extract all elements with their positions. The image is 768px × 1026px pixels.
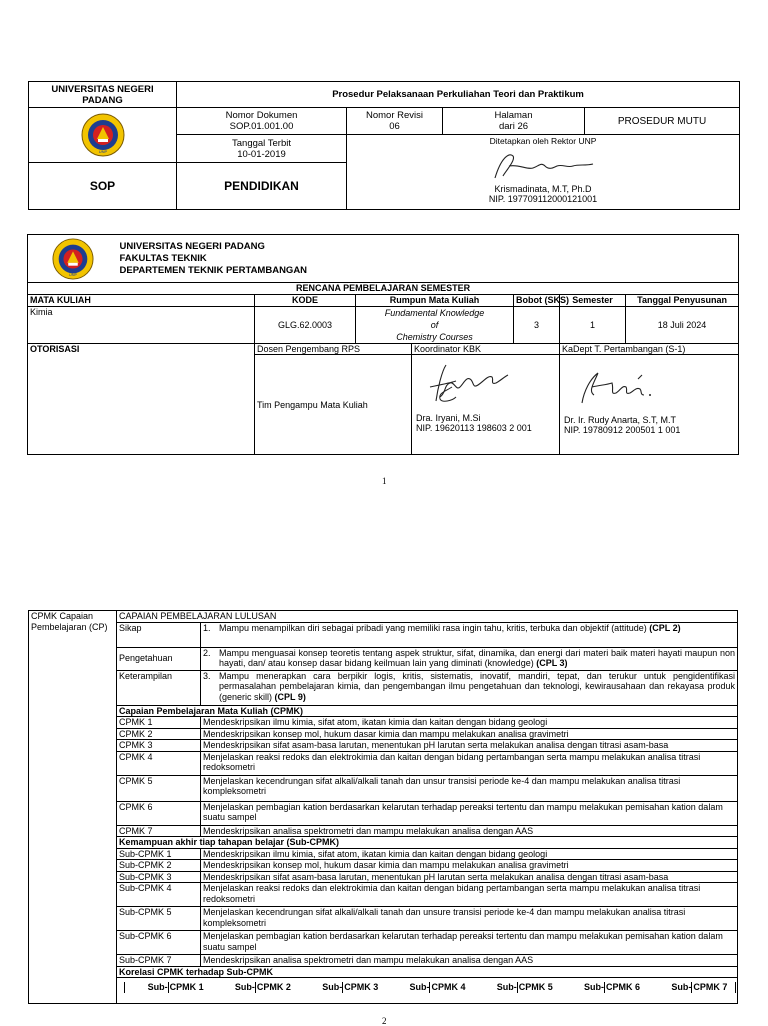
correlation-col: CPMK 4 bbox=[430, 982, 474, 993]
cpl-text: Mampu menampilkan diri sebagai pribadi yang memiliki rasa ingin tahu, kritis, terbuka dan objektif (attitude) bbox=[219, 622, 647, 633]
sub-cpmk-code: Sub-CPMK 2 bbox=[119, 860, 172, 870]
cpl-category: Pengetahuan bbox=[119, 653, 173, 664]
revision-value: 06 bbox=[389, 121, 400, 132]
issue-date-cell bbox=[177, 135, 347, 163]
sub-cpmk-header-cell bbox=[117, 837, 738, 849]
svg-text:UNP: UNP bbox=[68, 272, 77, 277]
revision-cell bbox=[347, 108, 443, 135]
developer-cell bbox=[255, 355, 412, 455]
procedure-title-cell bbox=[177, 82, 740, 108]
sub-cpmk-text: Mendeskripsikan ilmu kimia, sifat atom, ikatan kimia dan kaitan dengan bidang geologi bbox=[203, 848, 548, 859]
sub-cpmk-code: Sub-CPMK 3 bbox=[119, 871, 172, 882]
issue-date-label: Tanggal Terbit bbox=[232, 137, 291, 149]
cpmk-code: CPMK 6 bbox=[119, 801, 153, 812]
division-label: PENDIDIKAN bbox=[224, 179, 299, 193]
cpl-tag: (CPL 2) bbox=[649, 622, 681, 633]
sub-cpmk-text: Mendeskripsikan konsep mol, hukum dasar kimia dan mampu melakukan analisa gravimetri bbox=[203, 860, 569, 870]
sub-cpmk-text: Mendeskripsikan sifat asam-basa larutan, menentukan pH larutan serta melakukan analisa dengan titrasi asam-basa bbox=[203, 871, 669, 882]
col-date-label: Tanggal Penyusunan bbox=[637, 295, 727, 305]
sub-cpmk-text: Menjelaskan kecendrungan sifat alkali/alkali tanah dan unsure transisi periode ke-4 dan mampu melakukan analisa titrasi kompleksometri bbox=[203, 907, 686, 928]
page-number-1: 1 bbox=[382, 476, 387, 486]
developer-label: Dosen Pengembang RPS bbox=[257, 344, 361, 354]
sub-cpmk-code-cell bbox=[117, 883, 201, 907]
cpl-num: 2. bbox=[203, 647, 211, 658]
cpmk-code: CPMK 4 bbox=[119, 751, 153, 762]
sop-header-table bbox=[28, 81, 740, 210]
cpmk-code-cell bbox=[117, 740, 201, 752]
coordinator-cell bbox=[412, 355, 560, 455]
col-weight-label: Bobot (SKS) bbox=[516, 295, 569, 305]
cpmk-code-cell bbox=[117, 717, 201, 729]
doc-number-cell bbox=[177, 108, 347, 135]
cpmk-text-cell bbox=[201, 775, 738, 801]
cpmk-header-cell bbox=[117, 705, 738, 717]
cpmk-side-label-cell bbox=[29, 611, 117, 1004]
sub-cpmk-text: Mendeskripsikan analisa spektrometri dan mampu melakukan analisa dengan AAS bbox=[203, 955, 534, 965]
sop-label: SOP bbox=[89, 179, 116, 193]
sub-cpmk-code-cell bbox=[117, 955, 201, 967]
cpmk-text-cell bbox=[201, 825, 738, 837]
cpl-tag: (CPL 3) bbox=[536, 658, 568, 668]
university-name-cell bbox=[29, 82, 177, 108]
quality-label: PROSEDUR MUTU bbox=[617, 115, 707, 127]
cpmk-text: Mendeskripsikan ilmu kimia, sifat atom, ikatan kimia dan kaitan dengan bidang geologi bbox=[203, 717, 548, 727]
unp-logo-icon bbox=[81, 113, 125, 157]
sub-cpmk-code-cell bbox=[117, 931, 201, 955]
correlation-col-prefix: Sub- bbox=[125, 982, 169, 993]
cpl-text: Mampu menerapkan cara berpikir logis, kritis, sistematis, inovatif, mandiri, tepat, dan terukur untuk pengidentifikasi permasalahan pembelajaran kimia, dan pengembangan ilmu pengetahuan dan teknologi, kewirausahaan dan rekayasa produk (generic skill) bbox=[219, 670, 736, 702]
correlation-col: CPMK 2 bbox=[255, 982, 299, 993]
col-date-header bbox=[626, 295, 739, 307]
cpmk-code: CPMK 2 bbox=[119, 728, 153, 739]
division-cell bbox=[177, 163, 347, 210]
head-signature-icon bbox=[564, 361, 664, 409]
course-semester: 1 bbox=[589, 320, 595, 330]
sub-cpmk-code: Sub-CPMK 6 bbox=[119, 931, 172, 941]
cpl-item bbox=[201, 647, 738, 670]
correlation-grid bbox=[124, 982, 736, 993]
cpl-category-cell bbox=[117, 647, 201, 670]
developer-header bbox=[255, 344, 412, 355]
cpmk-text-cell bbox=[201, 728, 738, 740]
correlation-col: CPMK 6 bbox=[605, 982, 649, 993]
col-course-label: MATA KULIAH bbox=[30, 295, 91, 305]
revision-label: Nomor Revisi bbox=[365, 110, 423, 121]
quality-cell bbox=[585, 108, 740, 135]
developer-name: Tim Pengampu Mata Kuliah bbox=[257, 399, 368, 410]
course-name: Kimia bbox=[30, 307, 53, 317]
cpl-num: 1. bbox=[203, 622, 211, 633]
col-semester-header bbox=[560, 295, 626, 307]
cpmk-code: CPMK 5 bbox=[119, 775, 153, 786]
course-group-line3: Chemistry Courses bbox=[396, 332, 473, 342]
cpl-text: Mampu menguasai konsep teoretis tentang aspek struktur, sifat, dinamika, dan energi dari materi baik materi hayati maupun non hayati, dan/ atau konsep dasar bidang keilmuan lain yang diminati (knowledge) bbox=[219, 647, 736, 668]
sub-cpmk-text-cell bbox=[201, 907, 738, 931]
rps-title: RENCANA PEMBELAJARAN SEMESTER bbox=[295, 283, 471, 293]
cpmk-text-cell bbox=[201, 717, 738, 729]
cpmk-text: Mendeskripsikan konsep mol, hukum dasar kimia dan mampu melakukan analisa gravimetri bbox=[203, 728, 569, 739]
cpl-item bbox=[201, 670, 738, 705]
sub-cpmk-code-cell bbox=[117, 848, 201, 860]
sub-cpmk-code-cell bbox=[117, 860, 201, 872]
col-group-header bbox=[356, 295, 514, 307]
sub-cpmk-text-cell bbox=[201, 848, 738, 860]
head-label: KaDept T. Pertambangan (S-1) bbox=[562, 344, 686, 354]
coordinator-signature-icon bbox=[416, 357, 516, 407]
course-date-cell bbox=[626, 307, 739, 344]
cpmk-text-cell bbox=[201, 751, 738, 775]
signer-nip: NIP. 197709112000121001 bbox=[488, 194, 598, 204]
sub-cpmk-code: Sub-CPMK 1 bbox=[119, 848, 172, 859]
cpl-header: CAPAIAN PEMBELAJARAN LULUSAN bbox=[119, 611, 277, 621]
sub-cpmk-header: Kemampuan akhir tiap tahapan belajar (Sub-CPMK) bbox=[119, 837, 340, 847]
page-number-2: 2 bbox=[382, 1016, 387, 1026]
cpl-item bbox=[201, 622, 738, 647]
doc-number-value: SOP.01.001.00 bbox=[229, 121, 294, 132]
sub-cpmk-text: Menjelaskan reaksi redoks dan elektrokimia dan kaitan dengan bidang pertambangan serta mampu melakukan analisa titrasi redoksometri bbox=[203, 883, 701, 904]
sub-cpmk-code: Sub-CPMK 4 bbox=[119, 883, 172, 893]
cpl-category: Keterampilan bbox=[119, 670, 173, 681]
cpmk-header: Capaian Pembelajaran Mata Kuliah (CPMK) bbox=[119, 705, 304, 716]
correlation-col: CPMK 1 bbox=[168, 982, 212, 993]
sub-cpmk-text-cell bbox=[201, 871, 738, 883]
head-nip: NIP. 19780912 200501 1 001 bbox=[564, 425, 681, 435]
cpl-category-cell bbox=[117, 622, 201, 647]
rps-title-cell bbox=[28, 283, 739, 295]
unp-logo-cell bbox=[29, 108, 177, 163]
cpl-num: 3. bbox=[203, 670, 211, 681]
cpmk-code-cell bbox=[117, 825, 201, 837]
correlation-col: CPMK 3 bbox=[343, 982, 387, 993]
course-name-cell bbox=[28, 307, 255, 344]
cpmk-text: Mendeskripsikan analisa spektrometri dan mampu melakukan analisa dengan AAS bbox=[203, 825, 534, 836]
course-group-line1: Fundamental Knowledge bbox=[384, 308, 485, 318]
cpmk-text: Menjelaskan kecendrungan sifat alkali/alkali tanah dan unsur transisi periode ke-4 dan mampu melakukan analisa titrasi kompleksometri bbox=[203, 775, 681, 796]
sub-cpmk-text-cell bbox=[201, 955, 738, 967]
head-name: Dr. Ir. Rudy Anarta, S.T, M.T bbox=[564, 415, 677, 425]
correlation-col-prefix: Sub- bbox=[409, 982, 430, 992]
head-cell bbox=[560, 355, 739, 455]
correlation-header: Korelasi CPMK terhadap Sub-CPMK bbox=[119, 966, 274, 977]
rps-table bbox=[27, 234, 739, 455]
sub-cpmk-code-cell bbox=[117, 907, 201, 931]
course-code-cell bbox=[255, 307, 356, 344]
cpl-tag: (CPL 9) bbox=[274, 691, 306, 702]
cpmk-code-cell bbox=[117, 728, 201, 740]
auth-label-cell bbox=[28, 344, 255, 455]
course-semester-cell bbox=[560, 307, 626, 344]
cpmk-text: Menjelaskan pembagian kation berdasarkan kelarutan terhadap pereaksi tertentu dan mampu melakukan pemisahan kation dalam suatu sampel bbox=[203, 801, 723, 822]
cpmk-code-cell bbox=[117, 751, 201, 775]
cpmk-text-cell bbox=[201, 801, 738, 825]
cpl-category-cell bbox=[117, 670, 201, 705]
correlation-col-prefix: Sub- bbox=[322, 982, 343, 992]
rps-faculty: FAKULTAS TEKNIK bbox=[119, 252, 207, 264]
page-count-cell bbox=[443, 108, 585, 135]
svg-text:UNP: UNP bbox=[98, 149, 107, 154]
unp-logo-icon bbox=[52, 238, 94, 280]
correlation-col-prefix: Sub- bbox=[496, 982, 517, 992]
cpmk-code-cell bbox=[117, 801, 201, 825]
sub-cpmk-text-cell bbox=[201, 860, 738, 872]
cpmk-code: CPMK 7 bbox=[119, 825, 153, 836]
correlation-col-prefix: Sub- bbox=[584, 982, 605, 992]
sub-cpmk-code-cell bbox=[117, 871, 201, 883]
course-code: GLG.62.0003 bbox=[277, 320, 333, 330]
cpl-header-cell bbox=[117, 611, 738, 623]
cpmk-text-cell bbox=[201, 740, 738, 752]
course-group-cell bbox=[356, 307, 514, 344]
sub-cpmk-text: Menjelaskan pembagian kation berdasarkan kelarutan terhadap pereaksi tertentu dan mampu melakukan pemisahan kation dalam suatu sampel bbox=[203, 931, 723, 952]
course-group-line2: of bbox=[430, 320, 439, 330]
correlation-col-prefix: Sub- bbox=[671, 982, 692, 992]
rps-university: UNIVERSITAS NEGERI PADANG bbox=[119, 240, 265, 252]
col-semester-label: Semester bbox=[572, 295, 613, 305]
coordinator-label: Koordinator KBK bbox=[414, 344, 482, 354]
correlation-grid-cell bbox=[117, 978, 738, 1004]
auth-label: OTORISASI bbox=[30, 344, 80, 354]
cpmk-side-label: CPMK Capaian Pembelajaran (CP) bbox=[31, 611, 108, 632]
sop-label-cell bbox=[29, 163, 177, 210]
rps-department: DEPARTEMEN TEKNIK PERTAMBANGAN bbox=[119, 264, 308, 276]
correlation-header-cell bbox=[117, 966, 738, 978]
col-course-header bbox=[28, 295, 255, 307]
page-value: dari 26 bbox=[498, 121, 529, 132]
cpmk-code: CPMK 1 bbox=[119, 717, 153, 727]
course-date: 18 Juli 2024 bbox=[657, 320, 707, 330]
signer-name: Krismadinata, M.T, Ph.D bbox=[494, 184, 592, 194]
rps-logo-cell bbox=[28, 235, 118, 283]
cpmk-text: Menjelaskan reaksi redoks dan elektrokimia dan kaitan dengan bidang pertambangan serta mampu melakukan analisa titrasi redoksometri bbox=[203, 751, 701, 772]
correlation-col: CPMK 5 bbox=[517, 982, 561, 993]
doc-number-label: Nomor Dokumen bbox=[225, 110, 298, 121]
course-weight-cell bbox=[514, 307, 560, 344]
col-code-label: KODE bbox=[291, 295, 318, 305]
page-label: Halaman bbox=[494, 110, 533, 121]
coordinator-header bbox=[412, 344, 560, 355]
cpmk-text: Mendeskripsikan sifat asam-basa larutan, menentukan pH larutan serta melakukan analisa dengan titrasi asam-basa bbox=[203, 740, 669, 750]
head-header bbox=[560, 344, 739, 355]
procedure-title: Prosedur Pelaksanaan Perkuliahan Teori dan Praktikum bbox=[332, 89, 584, 100]
cpl-category: Sikap bbox=[119, 622, 142, 633]
correlation-col: CPMK 7 bbox=[692, 982, 736, 993]
cpmk-code-cell bbox=[117, 775, 201, 801]
sub-cpmk-text-cell bbox=[201, 931, 738, 955]
sub-cpmk-code: Sub-CPMK 7 bbox=[119, 955, 172, 965]
university-name: UNIVERSITAS NEGERI PADANG bbox=[51, 83, 154, 106]
coordinator-name: Dra. Iryani, M.Si bbox=[416, 413, 481, 423]
approval-cell bbox=[347, 135, 740, 210]
sub-cpmk-text-cell bbox=[201, 883, 738, 907]
sub-cpmk-code: Sub-CPMK 5 bbox=[119, 907, 172, 917]
coordinator-nip: NIP. 19620113 198603 2 001 bbox=[416, 423, 532, 433]
cpmk-code: CPMK 3 bbox=[119, 740, 153, 750]
col-weight-header bbox=[514, 295, 569, 307]
issue-date-value: 10-01-2019 bbox=[237, 148, 286, 160]
approval-label: Ditetapkan oleh Rektor UNP bbox=[489, 136, 597, 146]
correlation-col-prefix: Sub- bbox=[234, 982, 255, 992]
rps-institution-cell bbox=[118, 235, 739, 283]
course-weight: 3 bbox=[533, 320, 539, 330]
rector-signature-icon bbox=[483, 148, 603, 184]
col-group-label: Rumpun Mata Kuliah bbox=[389, 295, 480, 305]
col-code-header bbox=[255, 295, 356, 307]
cpmk-table bbox=[28, 610, 738, 1004]
